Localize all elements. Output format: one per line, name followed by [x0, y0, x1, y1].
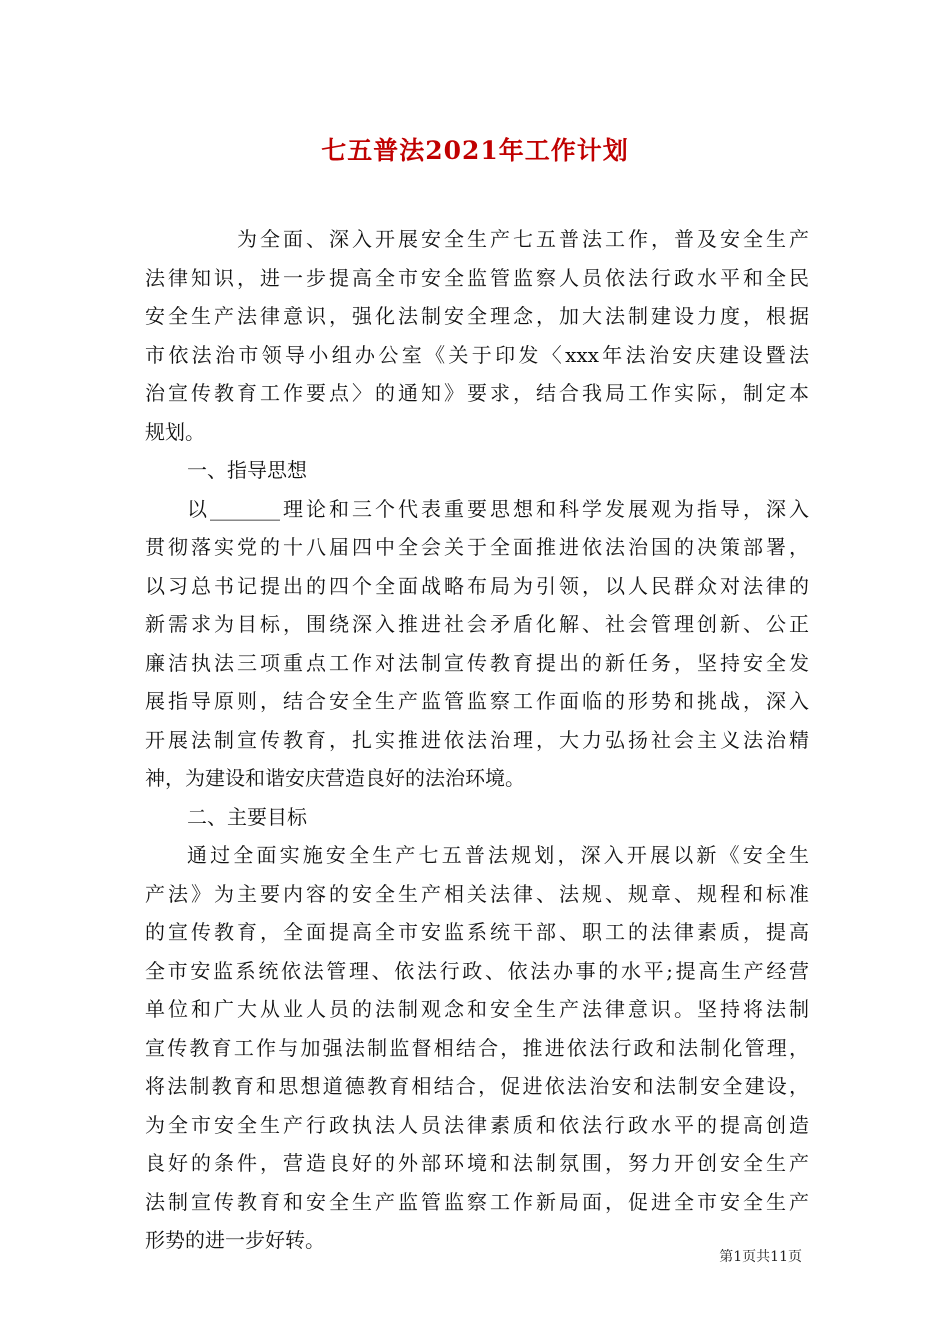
paragraph-line: 产法》为主要内容的安全生产相关法律、法规、规章、规程和标准	[145, 881, 809, 906]
paragraph-line: 将法制教育和思想道德教育相结合，促进依法治安和法制安全建设，	[145, 1074, 809, 1098]
page-number: 第1页共11页	[719, 1249, 802, 1265]
paragraph-line: 为全市安全生产行政执法人员法律素质和依法行政水平的提高创造	[145, 1112, 809, 1137]
paragraph-line: 通过全面实施安全生产七五普法规划，深入开展以新《安全生	[187, 843, 809, 867]
paragraph-line: 开展法制宣传教育，扎实推进依法治理，大力弘扬社会主义法治精	[145, 727, 809, 752]
paragraph-line: 法律知识，进一步提高全市安全监管监察人员依法行政水平和全民	[145, 265, 809, 290]
paragraph-line: 规划。	[145, 419, 205, 444]
paragraph-line: 单位和广大从业人员的法制观念和安全生产法律意识。坚持将法制	[145, 997, 809, 1021]
paragraph-line: 展指导原则，结合安全生产监管监察工作面临的形势和挑战，深入	[145, 689, 809, 713]
section-heading: 二、主要目标	[187, 804, 307, 829]
paragraph-line: 宣传教育工作与加强法制监督相结合，推进依法行政和法制化管理，	[145, 1035, 809, 1060]
paragraph-line: 法制宣传教育和安全生产监管监察工作新局面，促进全市安全生产	[145, 1189, 809, 1214]
paragraph-line: 全市安监系统依法管理、依法行政、依法办事的水平;提高生产经营	[145, 958, 809, 983]
paragraph-line: 新需求为目标，围绕深入推进社会矛盾化解、社会管理创新、公正	[145, 612, 809, 636]
paragraph-line: 神，为建设和谐安庆营造良好的法治环境。	[145, 766, 525, 790]
paragraph-line: 治宣传教育工作要点〉的通知》要求，结合我局工作实际，制定本	[145, 381, 809, 405]
paragraph-line: 以习总书记提出的四个全面战略布局为引领，以人民群众对法律的	[145, 573, 809, 598]
section-heading: 一、指导思想	[187, 458, 307, 482]
document-body	[145, 220, 809, 1260]
paragraph-line: 安全生产法律意识，强化法制安全理念，加大法制建设力度，根据	[145, 304, 809, 328]
paragraph-line: 贯彻落实党的十八届四中全会关于全面推进依法治国的决策部署，	[145, 535, 809, 559]
paragraph-line: 廉洁执法三项重点工作对法制宣传教育提出的新任务，坚持安全发	[145, 650, 809, 675]
paragraph-line: 市依法治市领导小组办公室《关于印发〈xxx年法治安庆建设暨法	[145, 342, 809, 367]
paragraph-line: 良好的条件，营造良好的外部环境和法制氛围，努力开创安全生产	[145, 1151, 809, 1175]
document-title: 七五普法2021年工作计划	[321, 136, 629, 165]
paragraph-line: 为全面、深入开展安全生产七五普法工作，普及安全生产	[237, 227, 809, 251]
paragraph-line: 形势的进一步好转。	[145, 1228, 325, 1252]
paragraph-line: 的宣传教育，全面提高全市安监系统干部、职工的法律素质，提高	[145, 920, 809, 944]
paragraph-line: 以_______理论和三个代表重要思想和科学发展观为指导，深入	[187, 496, 809, 521]
